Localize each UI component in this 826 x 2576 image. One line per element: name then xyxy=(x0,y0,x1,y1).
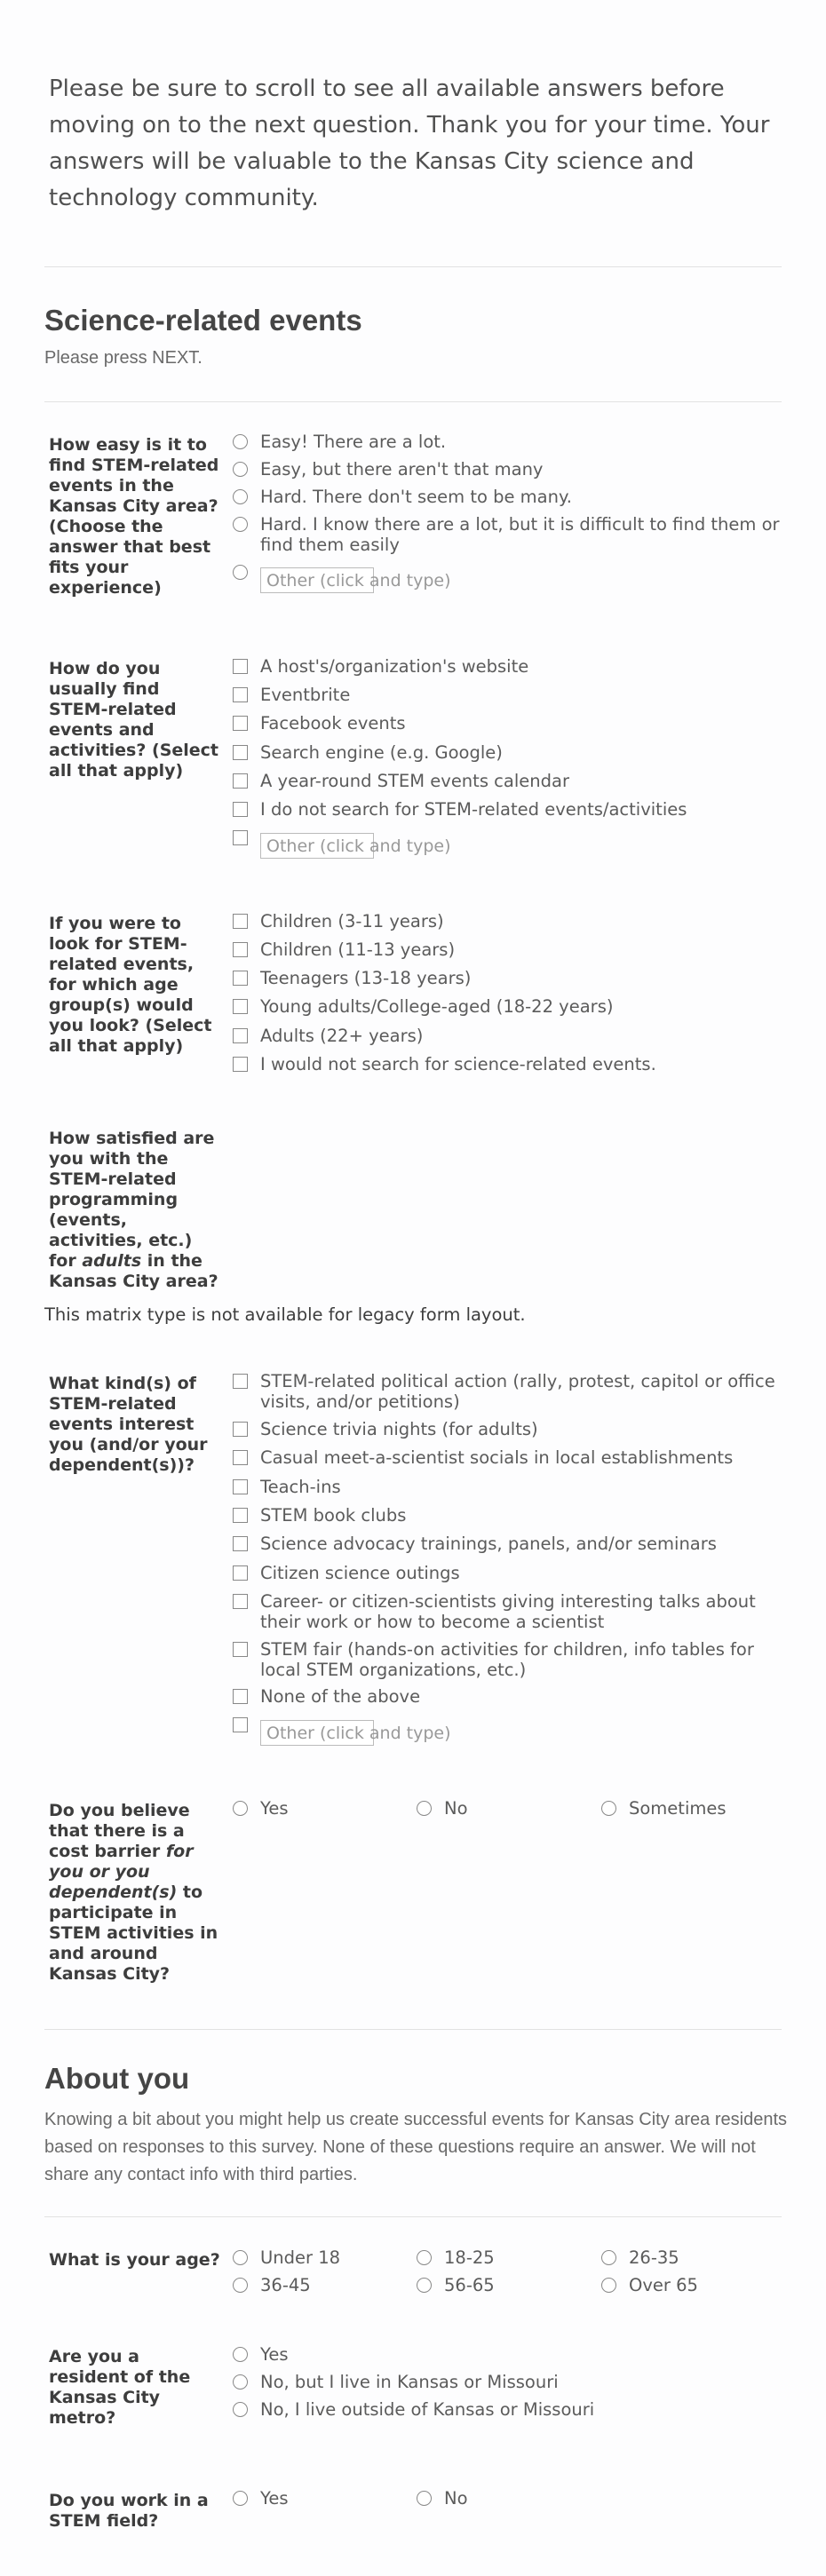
option-label: I would not search for science-related events. xyxy=(260,1054,656,1074)
checkbox[interactable] xyxy=(233,1450,248,1465)
checkbox[interactable] xyxy=(233,1594,248,1609)
radio-button[interactable] xyxy=(417,2278,432,2293)
checkbox[interactable] xyxy=(233,999,248,1014)
option-label: I do not search for STEM-related events/activities xyxy=(260,799,687,820)
question-label: If you were to look for STEM-related events, for which age group(s) would you look? (Select all that apply) xyxy=(49,914,212,1056)
checkbox-option[interactable] xyxy=(233,1686,420,1707)
radio-option[interactable] xyxy=(233,2399,594,2420)
option-label: STEM book clubs xyxy=(260,1505,407,1526)
checkbox[interactable] xyxy=(233,1565,248,1581)
question-label: Are you a resident of the Kansas City metro? xyxy=(49,2347,191,2428)
radio-button[interactable] xyxy=(601,2250,616,2265)
checkbox-option[interactable] xyxy=(233,1639,783,1680)
radio-option[interactable] xyxy=(417,2488,468,2509)
question-label: How easy is it to find STEM-related events in the Kansas City area? (Choose the answer that best fits your experience) xyxy=(49,435,219,598)
radio-option[interactable] xyxy=(233,2344,288,2365)
option-label: Teach-ins xyxy=(260,1477,341,1497)
question-label-part: in the Kansas City area? xyxy=(49,1251,218,1291)
divider xyxy=(44,401,782,402)
option-label: Adults (22+ years) xyxy=(260,1026,424,1046)
radio-option[interactable] xyxy=(233,459,543,480)
checkbox[interactable] xyxy=(233,1374,248,1389)
radio-option[interactable] xyxy=(233,2372,559,2392)
question-label-part: How satisfied are you with the STEM-related programming (events, activities, etc.) for xyxy=(49,1129,215,1271)
question-label-part: to participate in STEM activities in and around Kansas City? xyxy=(49,1882,218,1984)
option-label: No xyxy=(444,2488,468,2509)
radio-button[interactable] xyxy=(233,434,248,449)
option-label: STEM fair (hands-on activities for children, info tables for local STEM organizations, etc.) xyxy=(260,1639,754,1680)
option-label: Hard. I know there are a lot, but it is difficult to find them or find them easily xyxy=(260,514,780,555)
option-label: None of the above xyxy=(260,1686,421,1707)
question-label-emphasis: for you or you dependent(s) xyxy=(49,1842,194,1902)
checkbox[interactable] xyxy=(233,659,248,674)
matrix-unavailable-note: This matrix type is not available for legacy form layout. xyxy=(44,1304,526,1325)
checkbox[interactable] xyxy=(233,716,248,731)
other-text-input[interactable]: Other (click and type) xyxy=(260,567,374,593)
option-label: Easy, but there aren't that many xyxy=(260,459,544,480)
checkbox-option[interactable] xyxy=(233,1371,783,1412)
radio-button[interactable] xyxy=(233,2402,248,2417)
checkbox-option[interactable] xyxy=(233,1477,341,1497)
question-label-part: Do you believe that there is a cost barrier xyxy=(49,1801,190,1861)
checkbox[interactable] xyxy=(233,914,248,929)
option-label: Career- or citizen-scientists giving interesting talks about their work or how to become a scientist xyxy=(260,1591,756,1632)
radio-option[interactable] xyxy=(601,2275,698,2295)
option-label: Yes xyxy=(260,1798,289,1819)
radio-button[interactable] xyxy=(233,462,248,477)
question-label: What kind(s) of STEM-related events interest you (and/or your dependent(s))? xyxy=(49,1374,208,1475)
checkbox[interactable] xyxy=(233,942,248,957)
checkbox-option[interactable] xyxy=(233,799,687,820)
intro-text: Please be sure to scroll to see all available answers before moving on to the next question. Thank you for your time. Your answers will be valuable to the Kansas City science and technology community. xyxy=(49,75,770,211)
option-label: Young adults/College-aged (18-22 years) xyxy=(260,996,614,1017)
checkbox-option-other[interactable] xyxy=(233,1715,451,1746)
radio-button[interactable] xyxy=(417,2491,432,2506)
radio-option[interactable] xyxy=(233,514,783,555)
section-title: About you xyxy=(44,2062,190,2095)
option-label: Yes xyxy=(260,2344,289,2365)
radio-option[interactable] xyxy=(601,1798,727,1819)
option-label: Teenagers (13-18 years) xyxy=(260,968,472,988)
section-title: Science-related events xyxy=(44,304,362,337)
radio-button[interactable] xyxy=(233,2278,248,2293)
option-label: Citizen science outings xyxy=(260,1563,460,1583)
option-label: Children (3-11 years) xyxy=(260,911,444,931)
checkbox-option[interactable] xyxy=(233,1419,538,1439)
radio-button[interactable] xyxy=(233,2347,248,2362)
option-label: Facebook events xyxy=(260,713,406,733)
checkbox-option[interactable] xyxy=(233,713,406,733)
checkbox[interactable] xyxy=(233,1508,248,1523)
option-label: Yes xyxy=(260,2488,289,2509)
checkbox[interactable] xyxy=(233,1689,248,1704)
radio-button[interactable] xyxy=(601,1801,616,1816)
checkbox[interactable] xyxy=(233,1057,248,1072)
checkbox[interactable] xyxy=(233,971,248,986)
radio-option[interactable] xyxy=(601,2247,679,2268)
radio-option[interactable] xyxy=(417,1798,468,1819)
divider xyxy=(44,266,782,267)
radio-button[interactable] xyxy=(601,2278,616,2293)
checkbox[interactable] xyxy=(233,1479,248,1494)
checkbox-option-other[interactable] xyxy=(233,828,451,859)
radio-option[interactable] xyxy=(233,432,446,452)
radio-button[interactable] xyxy=(417,1801,432,1816)
radio-button[interactable] xyxy=(233,2374,248,2390)
radio-option[interactable] xyxy=(233,1798,288,1819)
option-label: 36-45 xyxy=(260,2275,311,2295)
checkbox-option[interactable] xyxy=(233,1534,717,1554)
divider xyxy=(44,2029,782,2030)
option-label: 56-65 xyxy=(444,2275,495,2295)
radio-option[interactable] xyxy=(233,487,572,507)
checkbox[interactable] xyxy=(233,1642,248,1657)
checkbox[interactable] xyxy=(233,1028,248,1043)
option-label: Children (11-13 years) xyxy=(260,939,456,960)
checkbox-option[interactable] xyxy=(233,1054,656,1074)
radio-option[interactable] xyxy=(233,2247,340,2268)
question-label xyxy=(49,1801,222,1985)
checkbox-option[interactable] xyxy=(233,939,455,960)
checkbox[interactable] xyxy=(233,1422,248,1437)
option-label: Science trivia nights (for adults) xyxy=(260,1419,538,1439)
divider xyxy=(44,2216,782,2217)
option-label: STEM-related political action (rally, protest, capitol or office visits, and/or petitions) xyxy=(260,1371,775,1412)
checkbox[interactable] xyxy=(233,802,248,817)
other-text-input[interactable]: Other (click and type) xyxy=(260,833,374,859)
checkbox[interactable] xyxy=(233,1717,248,1732)
option-label: Science advocacy trainings, panels, and/or seminars xyxy=(260,1534,717,1554)
option-label: Over 65 xyxy=(629,2275,698,2295)
checkbox-option[interactable] xyxy=(233,656,528,677)
checkbox-option[interactable] xyxy=(233,996,613,1017)
checkbox-option[interactable] xyxy=(233,742,503,763)
radio-option[interactable] xyxy=(417,2247,495,2268)
checkbox-option[interactable] xyxy=(233,771,569,791)
radio-button[interactable] xyxy=(233,1801,248,1816)
radio-button[interactable] xyxy=(417,2250,432,2265)
checkbox-option[interactable] xyxy=(233,1447,733,1468)
other-text-input[interactable]: Other (click and type) xyxy=(260,1720,374,1746)
checkbox[interactable] xyxy=(233,773,248,789)
radio-button[interactable] xyxy=(233,2250,248,2265)
checkbox-option[interactable] xyxy=(233,1563,460,1583)
question-label: What is your age? xyxy=(49,2250,220,2270)
option-label: Search engine (e.g. Google) xyxy=(260,742,503,763)
checkbox[interactable] xyxy=(233,830,248,845)
question-label: How do you usually find STEM-related events and activities? (Select all that apply) xyxy=(49,659,219,781)
section-description: Knowing a bit about you might help us create successful events for Kansas City area residents based on responses to this survey. None of these questions require an answer. We will not share any contact info with third parties. xyxy=(44,2110,788,2184)
checkbox-option[interactable] xyxy=(233,968,471,988)
radio-button[interactable] xyxy=(233,2491,248,2506)
section-description: Please press NEXT. xyxy=(44,348,203,368)
option-label: Eventbrite xyxy=(260,685,351,705)
option-label: No, but I live in Kansas or Missouri xyxy=(260,2372,559,2392)
radio-option[interactable] xyxy=(233,2488,288,2509)
option-label: No, I live outside of Kansas or Missouri xyxy=(260,2399,595,2420)
option-label: No xyxy=(444,1798,468,1819)
checkbox[interactable] xyxy=(233,745,248,760)
option-label: Under 18 xyxy=(260,2247,341,2268)
option-label: 26-35 xyxy=(629,2247,679,2268)
question-label xyxy=(49,1129,222,1292)
checkbox-option[interactable] xyxy=(233,1026,423,1046)
option-label: A host's/organization's website xyxy=(260,656,529,677)
radio-option[interactable] xyxy=(417,2275,495,2295)
option-label: Easy! There are a lot. xyxy=(260,432,447,452)
question-label: Do you work in a STEM field? xyxy=(49,2491,209,2531)
option-label: Hard. There don't seem to be many. xyxy=(260,487,572,507)
checkbox[interactable] xyxy=(233,1536,248,1551)
radio-button[interactable] xyxy=(233,489,248,504)
radio-button[interactable] xyxy=(233,517,248,532)
option-label: 18-25 xyxy=(444,2247,495,2268)
option-label: Sometimes xyxy=(629,1798,727,1819)
radio-button[interactable] xyxy=(233,565,248,580)
checkbox-option[interactable] xyxy=(233,1591,783,1632)
radio-option-other[interactable] xyxy=(233,562,451,593)
checkbox[interactable] xyxy=(233,687,248,702)
checkbox-option[interactable] xyxy=(233,911,444,931)
radio-option[interactable] xyxy=(233,2275,311,2295)
question-label-emphasis: adults xyxy=(82,1251,142,1271)
checkbox-option[interactable] xyxy=(233,685,350,705)
option-label: Casual meet-a-scientist socials in local establishments xyxy=(260,1447,734,1468)
checkbox-option[interactable] xyxy=(233,1505,406,1526)
option-label: A year-round STEM events calendar xyxy=(260,771,569,791)
